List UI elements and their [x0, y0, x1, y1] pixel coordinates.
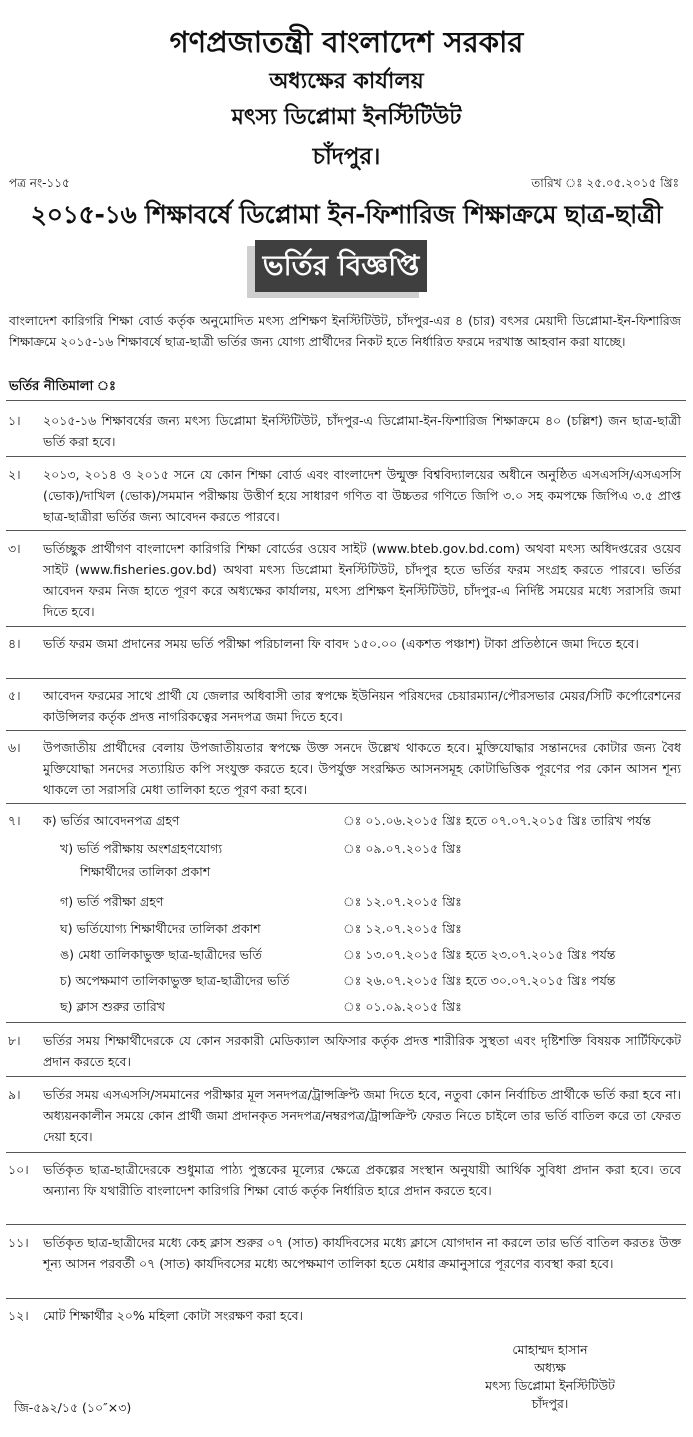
item-number: ৫। — [8, 688, 21, 703]
divider — [6, 1224, 686, 1225]
item-number: ১১। — [8, 1235, 29, 1250]
item-text: উপজাতীয় প্রার্থীদের বেলায় উপজাতীয়তার স্বপক্ষে উক্ত সনদে উল্লেখ থাকতে হবে। মুক্তিযোদ্ধার সন্তানদের কোটার জন্য বৈধ মুক্তিযোদ্ধা সনদের সত্যায়িত কপি সংযুক্ত করতে হবে। উপর্যুক্ত সংরক্ষিত আসনসমূহ কোটাভিত্তিক পূরণের পর কোন আসন শূন্য থাকলে তা সরাসরি মেধা তালিকা হতে পূরণ করা হবে। — [43, 740, 681, 797]
divider — [6, 678, 686, 679]
item-text: ভর্তির সময় এসএসসি/সমমানের পরীক্ষার মূল সনদপত্র/ট্রান্সক্রিপ্ট জমা দিতে হবে, নতুবা কোন নির্বাচিত প্রার্থীকে ভর্তি করা হবে না। অধ্যয়নকালীন সময়ে কোন প্রার্থী জমা প্রদানকৃত সনদপত্র/নম্বরপত্র/ট্রান্সক্রিপ্ট ফেরত নিতে চাইলে তার ভর্তি বাতিল করে তা ফেরত দেয়া হবে। — [43, 1087, 681, 1144]
divider — [6, 1152, 686, 1153]
divider — [6, 530, 686, 531]
item-text: ২০১৫-১৬ শিক্ষাবর্ষের জন্য মৎস্য ডিপ্লোমা ইনস্টিটিউট, চাঁদপুর-এ ডিপ্লোমা-ইন-ফিশারিজ শিক্ষাক্রমে ৪০ (চল্লিশ) জন ছাত্র-ছাত্রী ভর্তি করা হবে। — [43, 413, 681, 449]
item-number: ৪। — [8, 636, 21, 651]
schedule-value: ঃ ০১.০৯.২০১৫ খ্রিঃ — [343, 999, 462, 1014]
item-text: ভর্তির সময় শিক্ষার্থীদেরকে যে কোন সরকারী মেডিক্যাল অফিসার কর্তৃক প্রদত্ত শারীরিক সুস্থতা এবং দৃষ্টিশক্তি বিষয়ক সার্টিফিকেট প্রদান করতে হবে। — [43, 1033, 681, 1069]
admission-banner — [255, 240, 427, 292]
divider — [6, 626, 686, 627]
gazette-reference: জি-৫৯২/১৫ (১০″×৩) — [14, 1400, 132, 1415]
city-title: চাঁদপুর। — [312, 144, 381, 170]
item-text: ভর্তিকৃত ছাত্র-ছাত্রীদের মধ্যে কেহ ক্লাস শুরুর ০৭ (সাত) কার্যদিবসের মধ্যে ক্লাসে যোগদান না করলে তার ভর্তি বাতিল করতঃ উক্ত শূন্য আসন পরবর্তী ০৭ (সাত) কার্যদিবসের মধ্যে অপেক্ষমাণ তালিকা হতে মেধার ক্রমানুসারে পূরণের ব্যবস্থা করা হবে। — [43, 1235, 681, 1271]
schedule-value: ঃ ১৩.০৭.২০১৫ খ্রিঃ হতে ২৩.০৭.২০১৫ খ্রিঃ পর্যন্ত — [343, 947, 616, 962]
divider — [6, 1022, 686, 1023]
divider — [6, 803, 686, 804]
signatory-institute: মৎস্য ডিপ্লোমা ইনস্টিটিউট — [485, 1378, 615, 1393]
item-text: মোট শিক্ষার্থীর ২০% মহিলা কোটা সংরক্ষণ করা হবে। — [43, 1308, 304, 1323]
divider — [6, 456, 686, 457]
signatory-title: অধ্যক্ষ — [534, 1360, 566, 1375]
schedule-label: খ) ভর্তি পরীক্ষায় অংশগ্রহণযোগ্য — [60, 841, 223, 856]
item-number: ৭। — [8, 813, 21, 828]
divider — [6, 730, 686, 731]
item-text: আবেদন ফরমের সাথে প্রার্থী যে জেলার অধিবাসী তার স্বপক্ষে ইউনিয়ন পরিষদের চেয়ারম্যান/পৌরসভার মেয়র/সিটি কর্পোরেশনের কাউন্সিলর কর্তৃক প্রদত্ত নাগরিকত্বের সনদপত্র জমা দিতে হবে। — [43, 688, 681, 724]
schedule-value: ঃ ০৯.০৭.২০১৫ খ্রিঃ — [343, 841, 462, 856]
government-title: গণপ্রজাতন্ত্রী বাংলাদেশ সরকার — [169, 25, 524, 59]
institute-title: মৎস্য ডিপ্লোমা ইনস্টিটিউট — [231, 105, 462, 130]
item-text: ভর্তি ফরম জমা প্রদানের সময় ভর্তি পরীক্ষা পরিচালনা ফি বাবদ ১৫০.০০ (একশত পঞ্চাশ) টাকা প্রতিষ্ঠানে জমা দিতে হবে। — [43, 636, 639, 651]
signatory-city: চাঁদপুর। — [531, 1396, 569, 1411]
schedule-value: ঃ ২৬.০৭.২০১৫ খ্রিঃ হতে ৩০.০৭.২০১৫ খ্রিঃ পর্যন্ত — [343, 973, 616, 988]
item-number: ৩। — [8, 541, 21, 556]
item-text: ভর্তিকৃত ছাত্র-ছাত্রীদেরকে শুধুমাত্র পাঠ্য পুস্তকের মূল্যের ক্ষেত্রে প্রকল্পের সংস্থান অনুযায়ী আর্থিক সুবিধা প্রদান করা হবে। তবে অন্যান্য ফি যথারীতি বাংলাদেশ কারিগরি শিক্ষা বোর্ড কর্তৃক নির্ধারিত হারে প্রদান করতে হবে। — [43, 1162, 681, 1198]
office-title: অধ্যক্ষের কার্যালয় — [269, 69, 424, 94]
item-number: ১২। — [8, 1308, 29, 1323]
notice-headline: ২০১৫-১৬ শিক্ষাবর্ষে ডিপ্লোমা ইন-ফিশারিজ শিক্ষাক্রমে ছাত্র-ছাত্রী — [30, 200, 663, 229]
signatory-name: মোহাম্মদ হাসান — [512, 1342, 588, 1357]
divider — [6, 400, 686, 401]
policy-title: ভর্তির নীতিমালা ঃ — [9, 379, 116, 394]
item-number: ১। — [8, 413, 21, 428]
schedule-label: শিক্ষার্থীদের তালিকা প্রকাশ — [80, 864, 211, 879]
item-number: ৬। — [8, 740, 21, 755]
item-number: ২। — [8, 467, 21, 482]
notice-date: তারিখ ঃ ২৫.০৫.২০১৫ খ্রিঃ — [531, 176, 679, 190]
item-number: ৮। — [8, 1033, 21, 1048]
item-text: ২০১৩, ২০১৪ ও ২০১৫ সনে যে কোন শিক্ষা বোর্ড এবং বাংলাদেশ উন্মুক্ত বিশ্ববিদ্যালয়ের অধীনে অনুষ্ঠিত এসএসসি/এসএসসি (ভোক)/দাখিল (ভোক)/সমমান পরীক্ষায় উত্তীর্ণ হয়ে সাধারণ গণিত বা উচ্চতর গণিতে জিপি ৩.০ সহ কমপক্ষে জিপিএ ৩.৫ প্রাপ্ত ছাত্র-ছাত্রীরা ভর্তির জন্য আবেদন করতে পারবে। — [43, 467, 681, 524]
item-number: ১০। — [8, 1162, 29, 1177]
divider — [6, 1298, 686, 1299]
schedule-value: ঃ ১২.০৭.২০১৫ খ্রিঃ — [343, 921, 462, 936]
item-number: ৯। — [8, 1087, 21, 1102]
schedule-label: ছ) ক্লাস শুরুর তারিখ — [60, 999, 165, 1014]
intro-paragraph: বাংলাদেশ কারিগরি শিক্ষা বোর্ড কর্তৃক অনুমোদিত মৎস্য প্রশিক্ষণ ইনস্টিটিউট, চাঁদপুর-এর ৪ (চার) বৎসর মেয়াদী ডিপ্লোমা-ইন-ফিশারিজ শিক্ষাক্রমে ২০১৫-১৬ শিক্ষাবর্ষে ছাত্র-ছাত্রী ভর্তির জন্য যোগ্য প্রার্থীদের নিকট হতে নির্ধারিত ফরমে দরখাস্ত আহবান করা যাচ্ছে। — [9, 313, 681, 349]
item-text: ভর্তিচ্ছুক প্রার্থীগণ বাংলাদেশ কারিগরি শিক্ষা বোর্ডের ওয়েব সাইট (www.bteb.gov.bd.com) অথবা মৎস্য অধিদপ্তরের ওয়েব সাইট (www.fisheries.gov.bd) অথবা মৎস্য ডিপ্লোমা ইনস্টিটিউট, চাঁদপুর হতে ভর্তির ফরম সংগ্রহ করতে পারবে। ভর্তির আবেদন ফরম নিজ হাতে পূরণ করে অধ্যক্ষের কার্যালয়, মৎস্য প্রশিক্ষণ ইনস্টিটিউট, চাঁদপুর-এ নির্দিষ্ট সময়ের মধ্যে সরাসরি জমা দিতে হবে। — [43, 541, 681, 619]
schedule-label: ঙ) মেধা তালিকাভুক্ত ছাত্র-ছাত্রীদের ভর্তি — [60, 947, 262, 962]
banner-text: ভর্তির বিজ্ঞপ্তি — [262, 249, 420, 282]
schedule-value: ঃ ১২.০৭.২০১৫ খ্রিঃ — [343, 894, 462, 909]
schedule-label: গ) ভর্তি পরীক্ষা গ্রহণ — [60, 894, 164, 909]
schedule-label: ক) ভর্তির আবেদনপত্র গ্রহণ — [43, 813, 180, 828]
memo-number: পত্র নং-১১৫ — [9, 176, 70, 190]
schedule-label: ঘ) ভর্তিযোগ্য শিক্ষার্থীদের তালিকা প্রকাশ — [60, 921, 261, 936]
schedule-label: চ) অপেক্ষমাণ তালিকাভুক্ত ছাত্র-ছাত্রীদের ভর্তি — [60, 973, 290, 988]
schedule-value: ঃ ০১.০৬.২০১৫ খ্রিঃ হতে ০৭.০৭.২০১৫ খ্রিঃ তারিখ পর্যন্ত — [343, 813, 652, 828]
divider — [6, 1076, 686, 1077]
